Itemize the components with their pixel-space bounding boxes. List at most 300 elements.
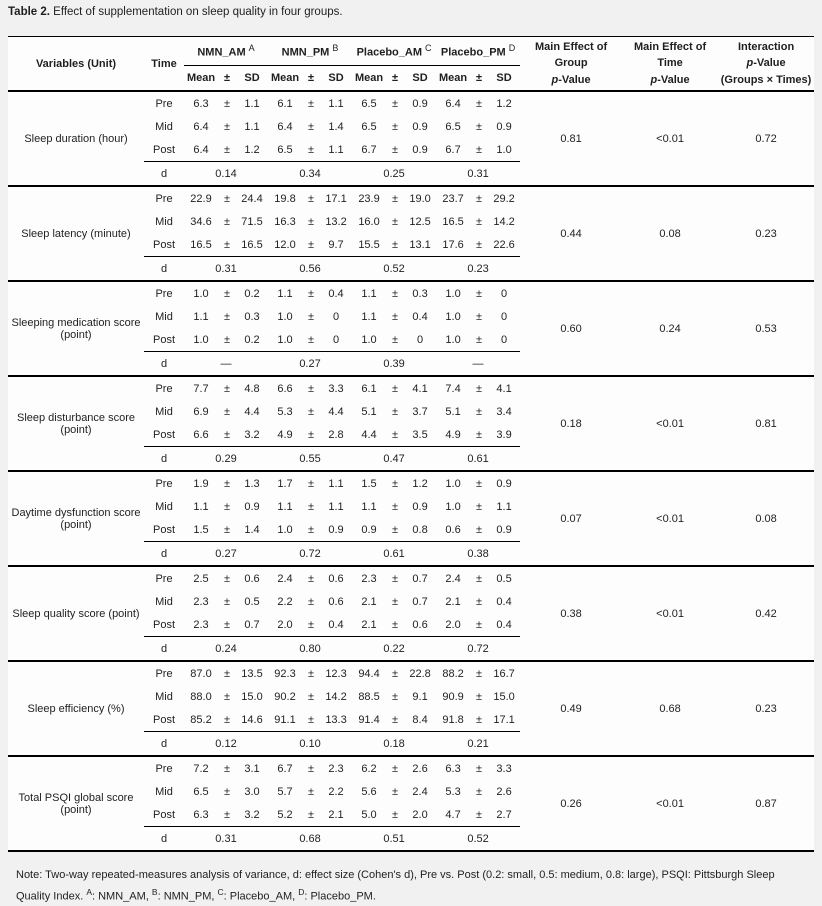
plus-minus-symbol: ± (307, 713, 315, 726)
time-cell: Mid (155, 405, 173, 418)
p-value-interaction: 0.23 (718, 661, 814, 756)
sd-value: 4.1 (488, 376, 520, 400)
sd-value: 17.1 (320, 186, 352, 210)
mean-value: 1.0 (277, 310, 293, 323)
sd-value: 24.4 (236, 186, 268, 210)
data-row (8, 376, 814, 400)
table-caption-text: Effect of supplementation on sleep quality in four groups. (49, 6, 343, 18)
sd-value: 1.2 (404, 471, 436, 495)
sd-value: 0.4 (412, 310, 428, 323)
p-value-interaction: 0.42 (718, 566, 814, 661)
plus-minus-symbol: ± (392, 143, 399, 156)
mean-value: 2.4 (436, 566, 470, 590)
plus-minus-symbol: ± (476, 595, 483, 608)
time-cell: Pre (144, 281, 184, 305)
mean-value: 6.5 (445, 120, 461, 133)
group-superscript: A (248, 43, 255, 54)
time-cell: Pre (144, 566, 184, 590)
effect-size-value: 0.21 (436, 732, 520, 757)
p-value-group: 0.38 (520, 566, 622, 661)
mean-value: 1.1 (268, 281, 302, 305)
effect-size-value: 0.12 (184, 732, 268, 757)
plus-minus-symbol: ± (392, 690, 399, 703)
mean-value: 1.7 (268, 471, 302, 495)
effect-size-value: 0.25 (352, 162, 436, 187)
mean-value: 88.0 (190, 690, 212, 703)
mean-value: 1.1 (361, 310, 377, 323)
plus-minus-symbol: ± (223, 310, 231, 323)
data-row (8, 661, 814, 685)
sd-value: 13.3 (325, 713, 347, 726)
effect-size-label: d (144, 447, 184, 472)
effect-size-value: 0.24 (184, 637, 268, 662)
p-value-group: 0.49 (520, 661, 622, 756)
group-header-nmn-pm (268, 37, 352, 66)
plus-minus-symbol: ± (223, 405, 231, 418)
variable-cell: Sleep latency (minute) (8, 186, 144, 281)
mean-value: 17.6 (442, 238, 464, 251)
p-italic: p (551, 73, 559, 86)
mean-value: 1.0 (445, 333, 461, 346)
mean-value: 5.6 (361, 785, 377, 798)
mean-value: 94.4 (352, 661, 386, 685)
sd-value: 3.2 (244, 428, 260, 441)
effect-size-value: 0.31 (184, 257, 268, 282)
sd-value: 0.6 (328, 595, 344, 608)
sd-value: 0.7 (412, 595, 428, 608)
sd-value: 0.4 (496, 595, 512, 608)
sd-value: 1.3 (236, 471, 268, 495)
plus-minus-symbol: ± (392, 215, 399, 228)
plus-minus-symbol: ± (476, 523, 483, 536)
plus-minus-symbol: ± (218, 661, 236, 685)
interaction-header (718, 37, 814, 92)
time-cell: Pre (144, 186, 184, 210)
plus-minus-symbol: ± (392, 595, 399, 608)
data-row (8, 471, 814, 495)
sd-value: 2.8 (328, 428, 344, 441)
plus-minus-symbol: ± (307, 595, 315, 608)
time-cell: Mid (155, 785, 173, 798)
sd-value: 0.9 (412, 500, 428, 513)
mean-value: 4.9 (445, 428, 461, 441)
group-name: Placebo_PM (440, 46, 506, 59)
p-value-group: 0.60 (520, 281, 622, 376)
mean-value: 1.0 (277, 523, 293, 536)
sd-value: 8.4 (412, 713, 428, 726)
effect-size-label: d (144, 827, 184, 852)
sd-value: 1.0 (496, 143, 512, 156)
sd-value: 0.6 (412, 618, 428, 631)
plus-minus-symbol: ± (307, 238, 315, 251)
table-caption (8, 6, 814, 18)
effect-size-value: 0.22 (352, 637, 436, 662)
plus-minus-symbol: ± (223, 785, 231, 798)
header-line: (Groups × Times) (720, 73, 812, 86)
time-cell: Post (152, 238, 175, 251)
plus-minus-symbol: ± (223, 618, 231, 631)
time-cell: Pre (144, 756, 184, 780)
sd-value: 3.4 (496, 405, 512, 418)
effect-size-value: 0.38 (436, 542, 520, 567)
variable-cell: Sleeping medication score (point) (8, 281, 144, 376)
plus-minus-symbol: ± (218, 471, 236, 495)
mean-value: 1.0 (184, 281, 218, 305)
p-value-group: 0.18 (520, 376, 622, 471)
plus-minus-symbol: ± (307, 120, 315, 133)
plus-minus-symbol: ± (476, 808, 483, 821)
sd-value: 1.1 (244, 120, 260, 133)
sd-value: 0.9 (488, 471, 520, 495)
plus-minus-symbol: ± (223, 523, 231, 536)
plus-minus-symbol: ± (476, 500, 483, 513)
plus-minus-symbol: ± (386, 756, 404, 780)
mean-value: 2.0 (445, 618, 461, 631)
mean-value: 5.3 (277, 405, 293, 418)
table-number: Table 2. (8, 6, 50, 18)
sd-value: 1.1 (328, 143, 344, 156)
plus-minus-symbol: ± (392, 500, 399, 513)
p-value-time: <0.01 (622, 376, 718, 471)
footnote-ref-text: : Placebo_AM, (223, 890, 299, 903)
mean-value: 91.8 (442, 713, 464, 726)
mean-value: 16.3 (274, 215, 296, 228)
sd-value: 3.5 (412, 428, 428, 441)
plus-minus-symbol: ± (223, 215, 231, 228)
plus-minus-symbol: ± (392, 428, 399, 441)
header-line: Interaction (737, 40, 795, 53)
effect-size-label: d (144, 637, 184, 662)
header-line: Main Effect of Time (634, 40, 707, 70)
sd-value: 13.2 (325, 215, 347, 228)
plus-minus-symbol: ± (386, 566, 404, 590)
sd-value: 1.2 (244, 143, 260, 156)
mean-value: 6.9 (193, 405, 209, 418)
sd-value: 0.4 (496, 618, 512, 631)
sd-value: 15.0 (241, 690, 263, 703)
plus-minus-symbol: ± (392, 523, 399, 536)
data-row (8, 281, 814, 305)
mean-value: 1.0 (193, 333, 209, 346)
plus-minus-symbol: ± (476, 405, 483, 418)
mean-value: 2.3 (352, 566, 386, 590)
p-italic: p (746, 57, 754, 70)
group-superscript: D (508, 43, 516, 54)
sd-value: 0 (500, 310, 508, 323)
plus-minus-symbol: ± (476, 143, 483, 156)
plus-minus-symbol: ± (476, 713, 483, 726)
time-cell: Mid (155, 690, 173, 703)
plus-minus-symbol: ± (218, 566, 236, 590)
plus-minus-symbol: ± (307, 405, 315, 418)
mean-value: 92.3 (268, 661, 302, 685)
plus-minus-symbol: ± (386, 376, 404, 400)
p-value-time: <0.01 (622, 471, 718, 566)
sd-value: 2.2 (328, 785, 344, 798)
sd-value: 0.9 (496, 120, 512, 133)
plus-minus-symbol: ± (223, 713, 231, 726)
plus-minus-symbol: ± (307, 143, 315, 156)
time-cell: Pre (144, 471, 184, 495)
mean-value: 1.5 (193, 523, 209, 536)
plus-minus-symbol: ± (218, 186, 236, 210)
plus-minus-symbol: ± (302, 91, 320, 115)
mean-value: 16.5 (190, 238, 212, 251)
plus-minus-symbol: ± (302, 186, 320, 210)
variable-cell: Sleep duration (hour) (8, 91, 144, 186)
p-value-time: <0.01 (622, 756, 718, 851)
plus-minus-symbol: ± (386, 91, 404, 115)
sd-value: 1.4 (328, 120, 344, 133)
mean-value: 4.9 (277, 428, 293, 441)
sd-value: 16.5 (241, 238, 263, 251)
mean-value: 23.7 (436, 186, 470, 210)
plus-minus-symbol: ± (470, 756, 488, 780)
time-cell: Post (152, 618, 175, 631)
group-superscript: C (425, 43, 432, 54)
sd-value: 3.9 (496, 428, 512, 441)
plus-minus-symbol: ± (386, 186, 404, 210)
sd-value: 2.3 (320, 756, 352, 780)
sd-value: 2.0 (412, 808, 428, 821)
sd-value: 0.2 (244, 333, 260, 346)
sd-value: 1.4 (244, 523, 260, 536)
header-line: -Value (657, 73, 690, 86)
effect-size-label: d (144, 732, 184, 757)
mean-value: 16.5 (442, 215, 464, 228)
table-header (8, 37, 814, 92)
mean-value: 6.4 (193, 143, 209, 156)
mean-value: 2.1 (445, 595, 461, 608)
mean-value: 2.1 (361, 618, 377, 631)
sd-value: 0.4 (328, 618, 344, 631)
mean-value: 6.3 (184, 91, 218, 115)
variable-cell: Sleep disturbance score (point) (8, 376, 144, 471)
mean-value: 15.5 (358, 238, 380, 251)
header-line: -Value (558, 73, 591, 86)
sd-value: 1.2 (488, 91, 520, 115)
group-name: NMN_AM (197, 46, 246, 59)
mean-value: 6.5 (352, 91, 386, 115)
sd-value: 14.2 (493, 215, 515, 228)
sd-value: 2.1 (328, 808, 344, 821)
sd-value: 0.3 (244, 310, 260, 323)
sd-value: 9.1 (412, 690, 428, 703)
plus-minus-symbol: ± (302, 756, 320, 780)
sd-value: 4.4 (244, 405, 260, 418)
plus-minus-symbol: ± (470, 661, 488, 685)
plus-minus-symbol: ± (476, 428, 483, 441)
mean-value: 1.0 (445, 500, 461, 513)
mean-value: 90.2 (274, 690, 296, 703)
time-cell: Post (152, 143, 175, 156)
sd-value: 0 (500, 333, 508, 346)
mean-value: 6.3 (193, 808, 209, 821)
plus-minus-symbol: ± (386, 471, 404, 495)
mean-value: 91.4 (358, 713, 380, 726)
mean-value: 19.8 (268, 186, 302, 210)
sd-value: 13.1 (409, 238, 431, 251)
sd-value: 19.0 (404, 186, 436, 210)
sd-value: 0.5 (488, 566, 520, 590)
variable-cell: Daytime dysfunction score (point) (8, 471, 144, 566)
plus-minus-symbol: ± (307, 333, 315, 346)
sd-value: 0.2 (236, 281, 268, 305)
mean-value: 2.3 (193, 595, 209, 608)
sd-value: 0 (488, 281, 520, 305)
effect-size-value: — (184, 352, 268, 377)
sd-value: 12.3 (320, 661, 352, 685)
effect-size-value: 0.61 (436, 447, 520, 472)
main-effect-group-header (520, 37, 622, 92)
time-cell: Mid (155, 500, 173, 513)
time-cell: Pre (144, 376, 184, 400)
sd-value: 0.7 (244, 618, 260, 631)
plus-minus-symbol: ± (392, 808, 399, 821)
variable-cell: Sleep quality score (point) (8, 566, 144, 661)
effect-size-value: 0.31 (436, 162, 520, 187)
plus-minus-symbol: ± (307, 808, 315, 821)
effect-size-value: 0.31 (184, 827, 268, 852)
plus-minus-symbol: ± (223, 238, 231, 251)
plus-minus-symbol: ± (386, 281, 404, 305)
variable-cell: Total PSQI global score (point) (8, 756, 144, 851)
sd-value: 3.1 (236, 756, 268, 780)
mean-subheader: Mean (352, 66, 386, 92)
mean-value: 34.6 (190, 215, 212, 228)
plus-minus-symbol: ± (476, 690, 483, 703)
pm-subheader: ± (386, 66, 404, 92)
mean-value: 6.4 (193, 120, 209, 133)
sd-value: 4.4 (328, 405, 344, 418)
sd-value: 0.9 (404, 91, 436, 115)
mean-value: 88.2 (436, 661, 470, 685)
sd-value: 22.6 (493, 238, 515, 251)
sd-value: 3.3 (320, 376, 352, 400)
mean-value: 4.7 (445, 808, 461, 821)
variables-header: Variables (Unit) (35, 57, 117, 70)
mean-value: 1.0 (277, 333, 293, 346)
main-effect-time-header (622, 37, 718, 92)
plus-minus-symbol: ± (392, 333, 399, 346)
mean-value: 6.6 (193, 428, 209, 441)
mean-value: 6.1 (352, 376, 386, 400)
sd-value: 0 (332, 333, 340, 346)
effect-size-label: d (144, 352, 184, 377)
mean-value: 1.5 (352, 471, 386, 495)
mean-value: 4.4 (361, 428, 377, 441)
mean-value: 1.0 (445, 310, 461, 323)
data-row (8, 91, 814, 115)
sd-value: 17.1 (493, 713, 515, 726)
mean-value: 7.4 (436, 376, 470, 400)
plus-minus-symbol: ± (476, 618, 483, 631)
time-cell: Mid (155, 595, 173, 608)
sd-value: 1.1 (320, 91, 352, 115)
mean-value: 0.6 (445, 523, 461, 536)
sd-value: 0.9 (496, 523, 512, 536)
sd-value: 14.6 (241, 713, 263, 726)
sd-value: 2.7 (496, 808, 512, 821)
group-header-nmn-am (184, 37, 268, 66)
plus-minus-symbol: ± (392, 120, 399, 133)
sd-value: 0 (416, 333, 424, 346)
plus-minus-symbol: ± (223, 808, 231, 821)
mean-value: 6.3 (436, 756, 470, 780)
sd-value: 13.5 (236, 661, 268, 685)
sd-value: 1.1 (236, 91, 268, 115)
sd-value: 9.7 (328, 238, 344, 251)
p-value-group: 0.07 (520, 471, 622, 566)
mean-value: 91.1 (274, 713, 296, 726)
mean-value: 2.4 (268, 566, 302, 590)
sd-value: 0.9 (412, 143, 428, 156)
plus-minus-symbol: ± (223, 143, 231, 156)
header-line: Main Effect of Group (535, 40, 608, 70)
effect-size-value: 0.23 (436, 257, 520, 282)
time-header: Time (151, 57, 177, 70)
p-italic: p (650, 73, 658, 86)
sd-value: 29.2 (488, 186, 520, 210)
effect-size-value: 0.80 (268, 637, 352, 662)
mean-value: 5.0 (361, 808, 377, 821)
footnote-ref-text: : Placebo_PM. (304, 890, 376, 903)
plus-minus-symbol: ± (470, 376, 488, 400)
mean-value: 6.7 (361, 143, 377, 156)
footnote-ref-sup: C (217, 886, 224, 897)
p-value-interaction: 0.53 (718, 281, 814, 376)
sd-value: 2.6 (404, 756, 436, 780)
p-value-group: 0.81 (520, 91, 622, 186)
mean-value: 5.3 (445, 785, 461, 798)
plus-minus-symbol: ± (307, 428, 315, 441)
mean-value: 2.1 (361, 595, 377, 608)
plus-minus-symbol: ± (392, 785, 399, 798)
plus-minus-symbol: ± (302, 566, 320, 590)
sd-subheader: SD (488, 66, 520, 92)
group-name: Placebo_AM (356, 46, 422, 59)
mean-value: 6.6 (268, 376, 302, 400)
data-row (8, 566, 814, 590)
mean-subheader: Mean (268, 66, 302, 92)
effect-size-label: d (144, 257, 184, 282)
time-cell: Post (152, 428, 175, 441)
sd-subheader: SD (236, 66, 268, 92)
plus-minus-symbol: ± (470, 91, 488, 115)
time-cell: Post (152, 808, 175, 821)
effect-size-value: 0.55 (268, 447, 352, 472)
pm-subheader: ± (470, 66, 488, 92)
mean-value: 1.1 (277, 500, 293, 513)
effect-size-value: 0.27 (184, 542, 268, 567)
effect-size-value: 0.68 (268, 827, 352, 852)
footnote-ref-sup: B (151, 886, 158, 897)
effect-size-value: — (436, 352, 520, 377)
mean-value: 85.2 (190, 713, 212, 726)
sd-value: 0.6 (236, 566, 268, 590)
time-cell: Post (152, 523, 175, 536)
plus-minus-symbol: ± (392, 310, 399, 323)
mean-value: 1.1 (361, 500, 377, 513)
mean-value: 2.0 (277, 618, 293, 631)
plus-minus-symbol: ± (218, 91, 236, 115)
header-line: -Value (753, 57, 786, 70)
p-value-time: <0.01 (622, 91, 718, 186)
sd-value: 15.0 (493, 690, 515, 703)
p-value-time: 0.68 (622, 661, 718, 756)
plus-minus-symbol: ± (223, 500, 231, 513)
time-cell: Pre (144, 91, 184, 115)
